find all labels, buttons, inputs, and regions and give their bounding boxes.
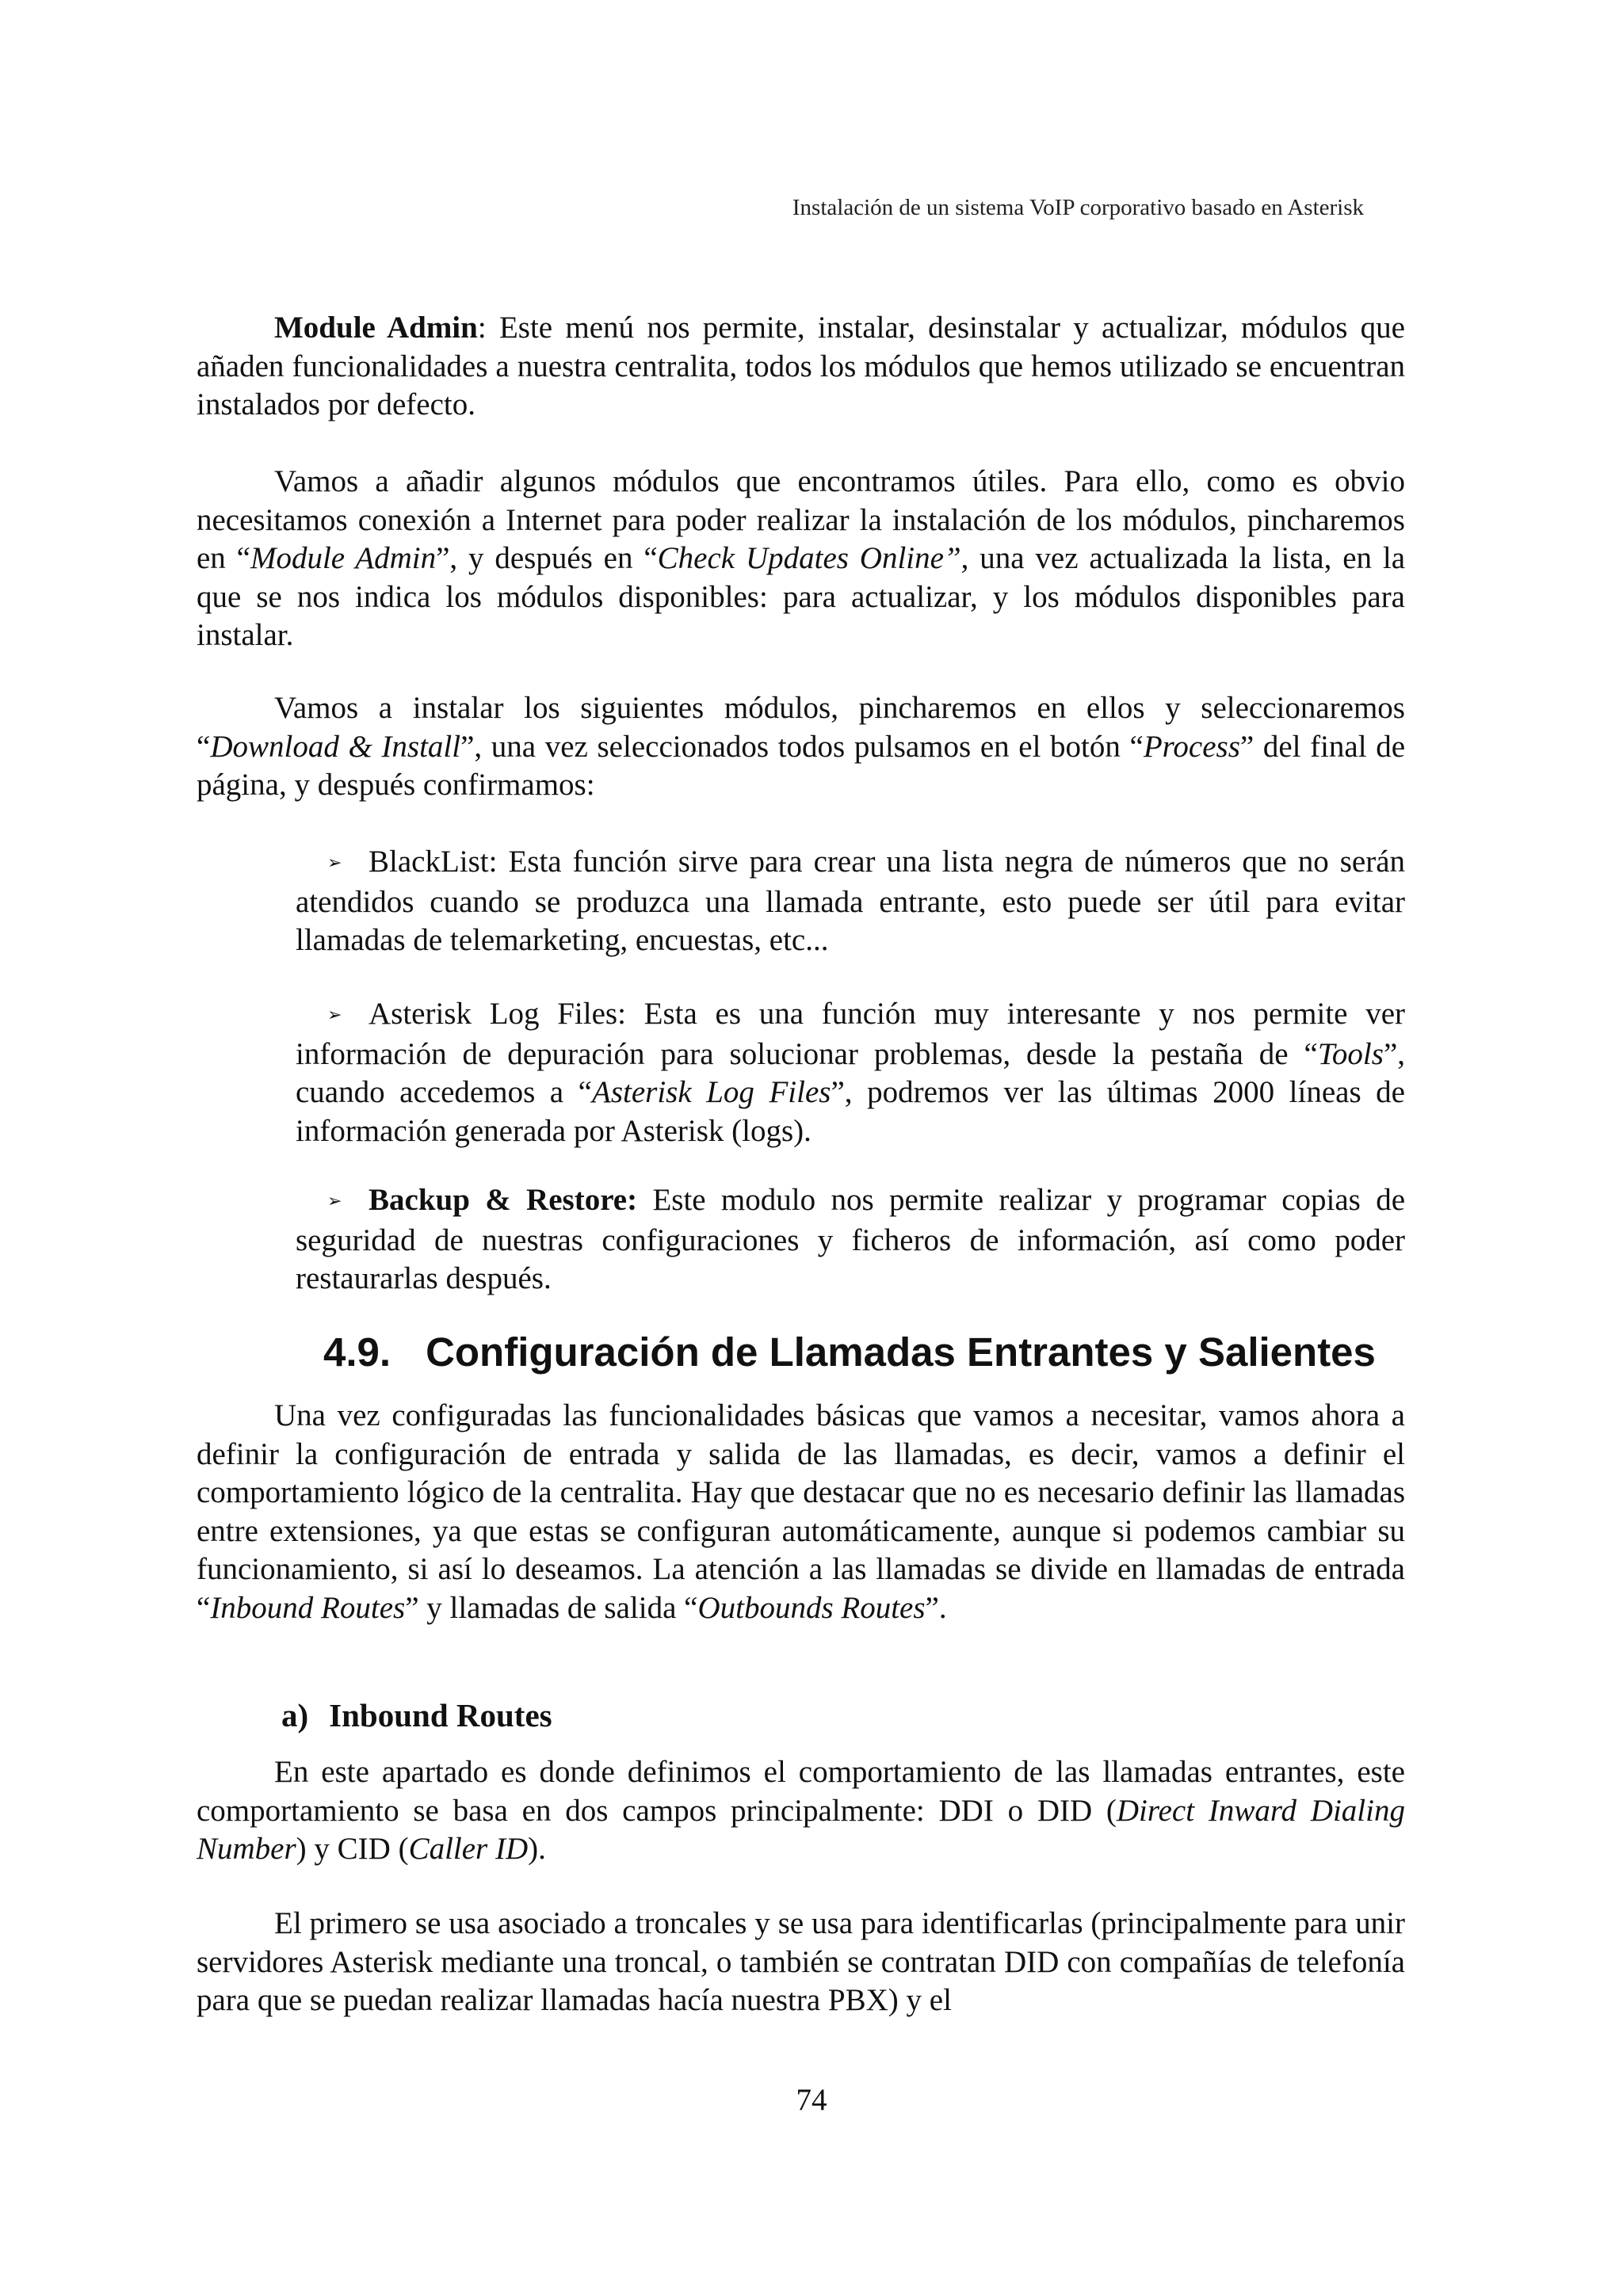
- arrow-bullet-icon: ➢: [327, 853, 342, 873]
- running-header: Instalación de un sistema VoIP corporativo basado en Asterisk: [792, 195, 1364, 220]
- paragraph-add-modules: Vamos a añadir algunos módulos que encontramos útiles. Para ello, como es obvio necesitamos conexión a Internet para poder realizar la instalación de los módulos, pincharemos en “Module Admin”, y después en “Check Updates Online”, una vez actualizada la lista, en la que se nos indica los módulos disponibles: para actualizar, y los módulos disponibles para instalar.: [197, 464, 1406, 653]
- page-number: 74: [796, 2083, 827, 2117]
- module-admin-term: Module Admin: [274, 311, 478, 345]
- section-number: 4.9.: [323, 1329, 391, 1375]
- bullet-backup-restore: ➢ Backup & Restore: Este modulo nos permite realizar y programar copias de seguridad de nuestras configuraciones y ficheros de información, así como poder restaurarlas después.: [296, 1183, 1406, 1296]
- bullet-blacklist: ➢ BlackList: Esta función sirve para crear una lista negra de números que no serán atendidos cuando se produzca una llamada entrante, esto puede ser útil para evitar llamadas de telemarketing, encuestas, etc...: [296, 845, 1405, 958]
- paragraph-inbound-behaviour: En este apartado es donde definimos el comportamiento de las llamadas entrantes, este comportamiento se basa en dos campos principalmente: DDI o DID (Direct Inward Dialing Number) y CID (Caller ID).: [197, 1755, 1405, 1867]
- section-heading: [323, 1327, 1433, 1378]
- section-title: Configuración de Llamadas Entrantes y Salientes: [426, 1329, 1376, 1375]
- bullet-asterisk-log-files: ➢ Asterisk Log Files: Esta es una función muy interesante y nos permite ver información de depuración para solucionar problemas, desde la pestaña de “Tools”, cuando accedemos a “Asterisk Log Files”, podremos ver las últimas 2000 líneas de información generada por Asterisk (logs).: [296, 997, 1405, 1148]
- paragraph-call-config: Una vez configuradas las funcionalidades básicas que vamos a necesitar, vamos ahora a definir la configuración de entrada y salida de las llamadas, es decir, vamos a definir el comportamiento lógico de la centralita. Hay que destacar que no es necesario definir las llamadas entre extensiones, ya que estas se configuran automáticamente, aunque si podemos cambiar su funcionamiento, si así lo deseamos. La atención a las llamadas se divide en llamadas de entrada “Inbound Routes” y llamadas de salida “Outbounds Routes”.: [197, 1398, 1405, 1625]
- subsection-title: Inbound Routes: [329, 1697, 552, 1733]
- arrow-bullet-icon: ➢: [327, 1192, 342, 1211]
- subsection-letter: a): [281, 1697, 309, 1733]
- subsection-heading: [281, 1695, 552, 1735]
- paragraph-did-usage: El primero se usa asociado a troncales y se usa para identificarlas (principalmente para unir servidores Asterisk mediante una troncal, o también se contratan DID con compañías de telefonía para que se puedan realizar llamadas hacía nuestra PBX) y el: [197, 1906, 1405, 2018]
- paragraph-module-admin: Module Admin: Este menú nos permite, instalar, desinstalar y actualizar, módulos que añaden funcionalidades a nuestra centralita, todos los módulos que hemos utilizado se encuentran instalados por defecto.: [197, 311, 1405, 422]
- paragraph-install-modules: Vamos a instalar los siguientes módulos, pincharemos en ellos y seleccionaremos “Download & Install”, una vez seleccionados todos pulsamos en el botón “Process” del final de página, y después confirmamos:: [197, 691, 1406, 803]
- arrow-bullet-icon: ➢: [327, 1005, 342, 1025]
